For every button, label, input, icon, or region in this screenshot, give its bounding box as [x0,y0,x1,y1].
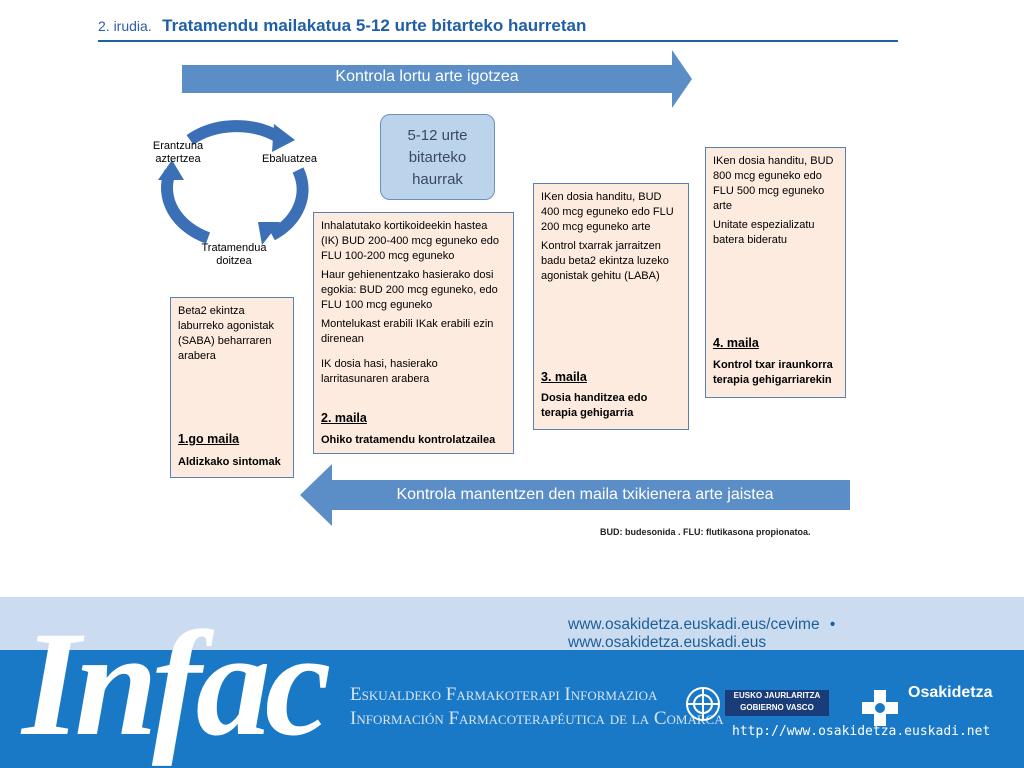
level-2-description: Ohiko tratamendu kontrolatzailea [321,434,496,446]
level-1-text: Beta2 ekintza laburreko agonistak (SABA) beharraren arabera [178,305,275,362]
level-2-text-1: Inhalatutako kortikoideekin hastea (IK) BUD 200-400 mcg eguneko edo FLU 100-200 mcg eguneko [321,220,499,262]
level-1-box [170,297,294,478]
step-down-arrow-label: Kontrola mantentzen den maila txikienera arte jaistea [396,486,774,503]
level-1-title: 1.go maila [178,432,240,446]
escalate-arrow-label: Kontrola lortu arte igotzea [335,68,519,85]
osakidetza-cross-icon [860,688,900,728]
basque-government-emblem-icon [685,686,721,722]
cycle-step-evaluate: Ebaluatzea [262,153,318,165]
level-4-description: Kontrol txar iraunkorra terapia gehigarriarekin [713,359,833,386]
cycle-arrow-top [190,126,280,140]
level-2-text-4: IK dosia hasi, hasierako larritasunaren arabera [321,358,438,385]
cycle-step-review: Erantzuna aztertzea [152,140,204,165]
level-3-text-2: Kontrol txarrak jarraitzen badu beta2 ekintza luzeko agonistak gehitu (LABA) [541,240,669,282]
level-3-title: 3. maila [541,370,587,384]
figure-title [98,16,898,42]
age-group-box: 5-12 urte bitarteko haurrak [380,114,495,200]
level-2-text-2: Haur gehienentzako hasierako dosi egokia: BUD 200 mcg eguneko, edo FLU 100 mcg eguneko [321,269,498,311]
level-2-text-3: Montelukast erabili IKak erabili ezin direnean [321,318,494,345]
treatment-cycle-diagram [150,110,330,260]
level-3-box [533,183,689,430]
footer-urls [568,616,1024,652]
osakidetza-link[interactable]: www.osakidetza.euskadi.eus [568,634,767,651]
cycle-arrow-left [167,172,208,238]
figure-number: 2. irudia. [98,18,152,34]
url-separator: • [829,616,836,633]
level-4-text-1: IKen dosia handitu, BUD 800 mcg eguneko edo FLU 500 mcg eguneko arte [713,155,834,212]
level-4-title: 4. maila [713,336,759,350]
level-4-text-2: Unitate espezializatu batera bideratu [713,219,815,246]
osakidetza-logo-text: Osakidetza [908,684,993,701]
org-name-basque: Eskualdeko Farmakoterapi Informazioa [350,684,658,705]
level-2-title: 2. maila [321,411,367,425]
abbreviations-footnote: BUD: budesonida . FLU: flutikasona propionatoa. [600,527,811,537]
org-name-spanish: Información Farmacoterapéutica de la Comarca [350,708,724,729]
cevime-link[interactable]: www.osakidetza.euskadi.eus/cevime [568,616,820,633]
level-1-description: Aldizkako sintomak [178,456,281,468]
level-2-box [313,212,514,454]
bottom-url[interactable]: http://www.osakidetza.euskadi.net [732,724,991,739]
level-4-box [705,147,846,398]
basque-government-name: EUSKO JAURLARITZA GOBIERNO VASCO [725,690,829,716]
level-3-description: Dosia handitzea edo terapia gehigarria [541,392,648,419]
level-3-text-1: IKen dosia handitu, BUD 400 mcg eguneko edo FLU 200 mcg eguneko arte [541,191,674,233]
infac-logo: Infac [22,601,326,767]
figure-title-text: Tratamendu mailakatua 5-12 urte bitarteko haurretan [162,16,587,35]
cycle-step-adjust: Tratamendua doitzea [201,242,267,267]
